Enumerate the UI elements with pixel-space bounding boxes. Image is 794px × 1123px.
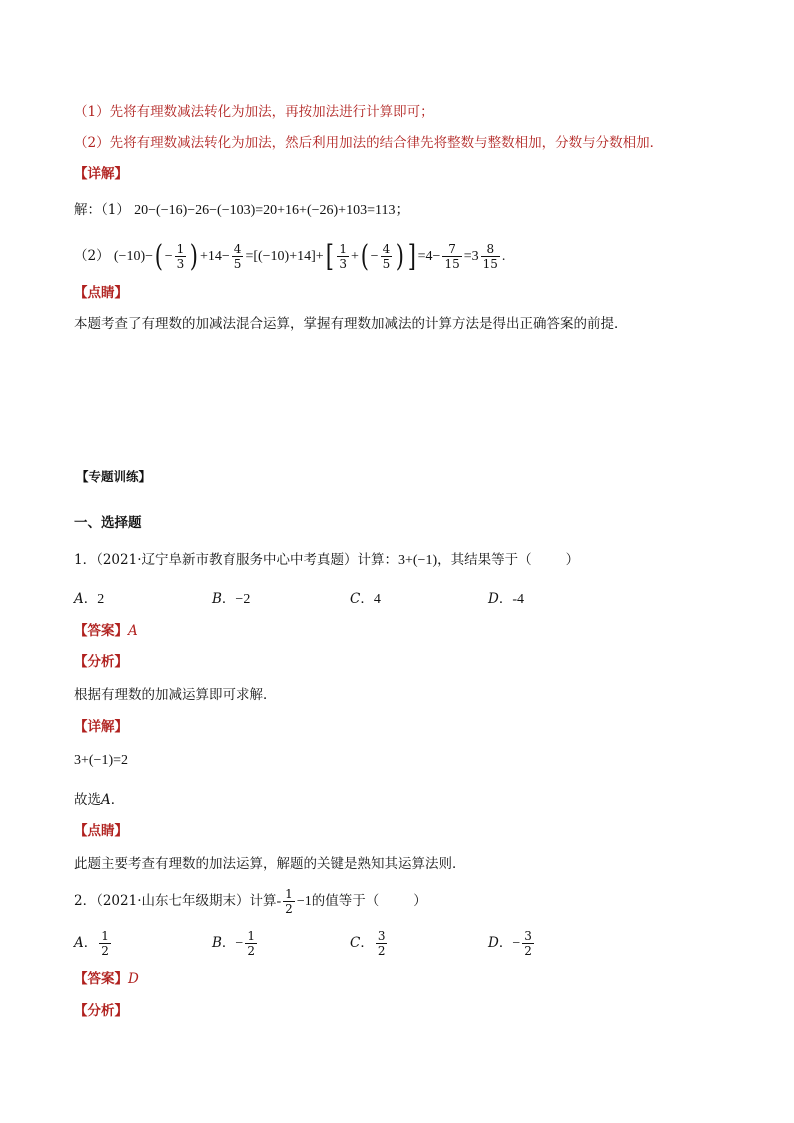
question-1-options [74,590,626,609]
q1-detail-header: 【详解】 [74,719,128,735]
fraction-numerator: 4 [233,242,242,256]
option-value: -4 [512,592,524,607]
q2-answer-value: D [128,971,139,987]
fraction-denominator: 5 [233,257,242,271]
eq2-term-3: =[(−10)+14]+ [245,249,324,264]
q1-analysis-header: 【分析】 [74,654,128,670]
comment-text: 本题考查了有理数的加减法混合运算，掌握有理数加减法的计算方法是得出正确答案的前提． [74,316,628,332]
q2-analysis-header: 【分析】 [74,1003,128,1019]
question-2-stem [74,885,427,918]
question-1-stem [74,551,579,570]
fraction-denominator: 2 [524,944,532,958]
option-label: A [74,591,84,607]
question-2-text-d: ） [413,893,427,909]
question-1-text-b: ，其结果等于（ [437,552,532,568]
q1-detail-equation: 3+(−1)=2 [74,753,129,768]
option-b: B．−2 [212,591,251,607]
fraction-denominator: 15 [482,257,498,271]
fraction-denominator: 15 [444,257,460,271]
fraction-numerator: 7 [442,242,461,257]
question-2-options [74,926,626,961]
question-2-expression: −1 [296,894,312,909]
fraction-denominator: 2 [247,944,255,958]
option-c: C． $\frac{3}{2}$ [350,929,386,958]
fraction-1-2 [283,887,295,916]
option-a: A． $\frac{1}{2}$ [74,929,109,958]
bracket-open: [ [325,238,334,274]
solution-prefix: 解：（1） [74,202,130,218]
fraction-numerator: 3 [524,929,532,943]
fraction-8-15 [481,242,500,271]
fraction-numerator: 1 [101,929,109,943]
eq2-term-4: =4− [417,249,441,264]
fraction-7-15 [442,242,461,271]
q1-answer-value: A [128,623,138,639]
q1-answer-line [74,622,138,640]
option-label: D [488,935,499,951]
fraction-numerator: 1 [247,929,255,943]
option-label: B [212,591,222,607]
option-label: C [350,935,361,951]
fraction-numerator: 1 [176,242,185,256]
option-label: D [488,591,499,607]
minus-sign: - [276,894,282,909]
q1-comment-header: 【点睛】 [74,823,128,839]
plus-sign: + [351,249,359,264]
question-2-text: 2．（2021·山东七年级期末）计算 [74,893,277,909]
q1-analysis-text: 根据有理数的加减运算即可求解． [74,687,277,703]
fraction-1-3-b [337,242,349,271]
choose-text: 故选 [74,792,101,808]
section-one-title: 一、选择题 [74,515,142,531]
paren-open: ( [360,238,369,274]
eq2-term-1: (−10)− [113,249,154,264]
eq2-term-2: +14− [200,249,230,264]
question-1-expression: 3+(−1) [398,553,438,568]
fraction-denominator: 3 [339,257,348,271]
fraction-denominator: 2 [101,944,109,958]
option-b: B．− $\frac{1}{2}$ [212,929,255,958]
bracket-close: ] [407,238,416,274]
equation-1: 20−(−16)−26−(−103)=20+16+(−26)+103=113； [134,203,410,218]
eq2-end: . [501,249,506,264]
answer-header: 【答案】 [74,623,128,639]
comment-header: 【点睛】 [74,285,128,301]
question-1-text-c: ） [565,552,580,568]
option-d: D．-4 [488,591,524,607]
fraction-4-5-b [381,242,393,271]
option-fraction [245,929,257,958]
option-label: A [74,935,84,951]
fraction-denominator: 2 [285,902,293,916]
fraction-1-3 [175,242,187,271]
analysis-point-2: （2）先将有理数减法转化为加法，然后利用加法的结合律先将整数与整数相加，分数与分数相加． [74,135,664,151]
fraction-numerator: 3 [377,929,386,943]
option-value: 2 [97,592,105,607]
option-fraction [376,929,388,958]
choose-end: ． [110,792,125,808]
training-header: 【专题训练】 [76,469,152,484]
option-value: −2 [235,592,251,607]
option-fraction [99,929,111,958]
q1-comment-text: 此题主要考查有理数的加法运算，解题的关键是熟知其运算法则． [74,856,466,872]
fraction-4-5 [232,242,244,271]
minus-sign: − [164,249,173,264]
question-1-text: 1．（2021·辽宁阜新市教育服务中心中考真题）计算： [74,552,398,568]
analysis-point-1: （1）先将有理数减法转化为加法，再按加法进行计算即可； [74,104,434,120]
option-d: D．− $\frac{3}{2}$ [488,929,532,958]
paren-close: ) [395,238,405,274]
fraction-denominator: 5 [382,257,391,271]
option-c: C．4 [350,591,381,607]
fraction-denominator: 3 [176,257,185,271]
q1-choose-line [74,791,124,809]
solution-part2-prefix: （2） [74,248,110,264]
option-value: 4 [373,592,381,607]
fraction-numerator: 8 [481,242,500,257]
minus-sign: − [370,249,379,264]
solution-line-2 [74,240,505,273]
eq2-term-5: =3 [463,249,479,264]
fraction-numerator: 1 [285,887,293,901]
fraction-numerator: 1 [339,242,348,256]
fraction-numerator: 4 [382,242,391,256]
paren-open: ( [154,238,163,274]
option-a: A．2 [74,591,105,607]
detail-header: 【详解】 [74,166,128,182]
option-label: C [350,591,361,607]
q2-answer-line [74,970,139,988]
fraction-denominator: 2 [377,944,386,958]
choose-option: A [101,792,111,808]
option-fraction [522,929,534,958]
option-label: B [212,935,222,951]
option-sign: − [512,936,521,951]
question-2-text-c: 的值等于（ [311,893,380,909]
solution-line-1 [74,201,409,220]
answer-header: 【答案】 [74,971,128,987]
paren-close: ) [190,238,199,274]
option-sign: − [235,936,244,951]
